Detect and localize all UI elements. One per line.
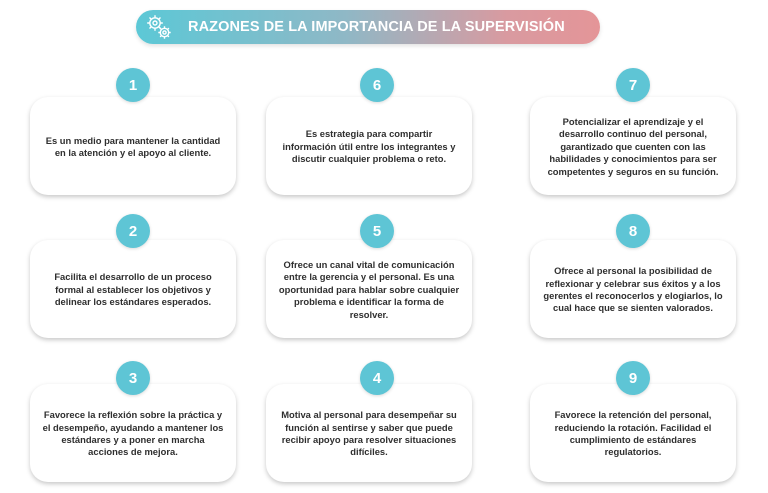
reason-number-badge: 2 [116,214,150,248]
reason-text: Motiva al personal para desempeñar su función al sentirse y saber que puede recibir apoyo para resolver situaciones difíciles. [281,409,457,458]
title-banner [136,10,600,44]
reason-card-9 [530,384,736,482]
reason-number-badge: 5 [360,214,394,248]
reason-number-badge: 7 [616,68,650,102]
reason-card-6 [266,97,472,195]
reason-card-1 [30,97,236,195]
reason-card-4 [266,384,472,482]
reason-number-badge: 9 [616,361,650,395]
reason-text: Favorece la retención del personal, reduciendo la rotación. Facilidad el cumplimiento de estándares regulatorios. [554,409,712,458]
reason-text: Facilita el desarrollo de un proceso formal al establecer los objetivos y delinear los estándares esperados. [54,271,212,308]
reason-text: Es estrategia para compartir información útil entre los integrantes y discutir cualquier problema o reto. [282,128,456,165]
reason-card-5 [266,240,472,338]
reason-text: Ofrece al personal la posibilidad de reflexionar y celebrar sus éxitos y a los gerentes el reconocerlos y elogiarlos, lo cual hace que se sienten valorados. [543,265,723,314]
reason-card-7 [530,97,736,195]
reason-card-8 [530,240,736,338]
reason-number-badge: 3 [116,361,150,395]
page-title: RAZONES DE LA IMPORTANCIA DE LA SUPERVISIÓN [188,19,565,35]
reason-number-badge: 1 [116,68,150,102]
reason-text: Favorece la reflexión sobre la práctica y el desempeño, ayudando a mantener los estándares y a poner en marcha acciones de mejora. [42,409,224,458]
reason-text: Ofrece un canal vital de comunicación entre la gerencia y el personal. Es una oportunidad para hablar sobre cualquier problema e identificar la forma de resolver. [278,258,460,320]
reason-card-2 [30,240,236,338]
reason-text: Es un medio para mantener la cantidad en la atención y el apoyo al cliente. [45,134,221,158]
reason-number-badge: 4 [360,361,394,395]
reason-text: Potencializar el aprendizaje y el desarrollo continuo del personal, garantizado que cuenten con las habilidades y conocimientos para ser competentes y seguros en su función. [547,115,719,177]
reason-number-badge: 6 [360,68,394,102]
gears-icon [144,12,174,42]
reason-number-badge: 8 [616,214,650,248]
reason-card-3 [30,384,236,482]
